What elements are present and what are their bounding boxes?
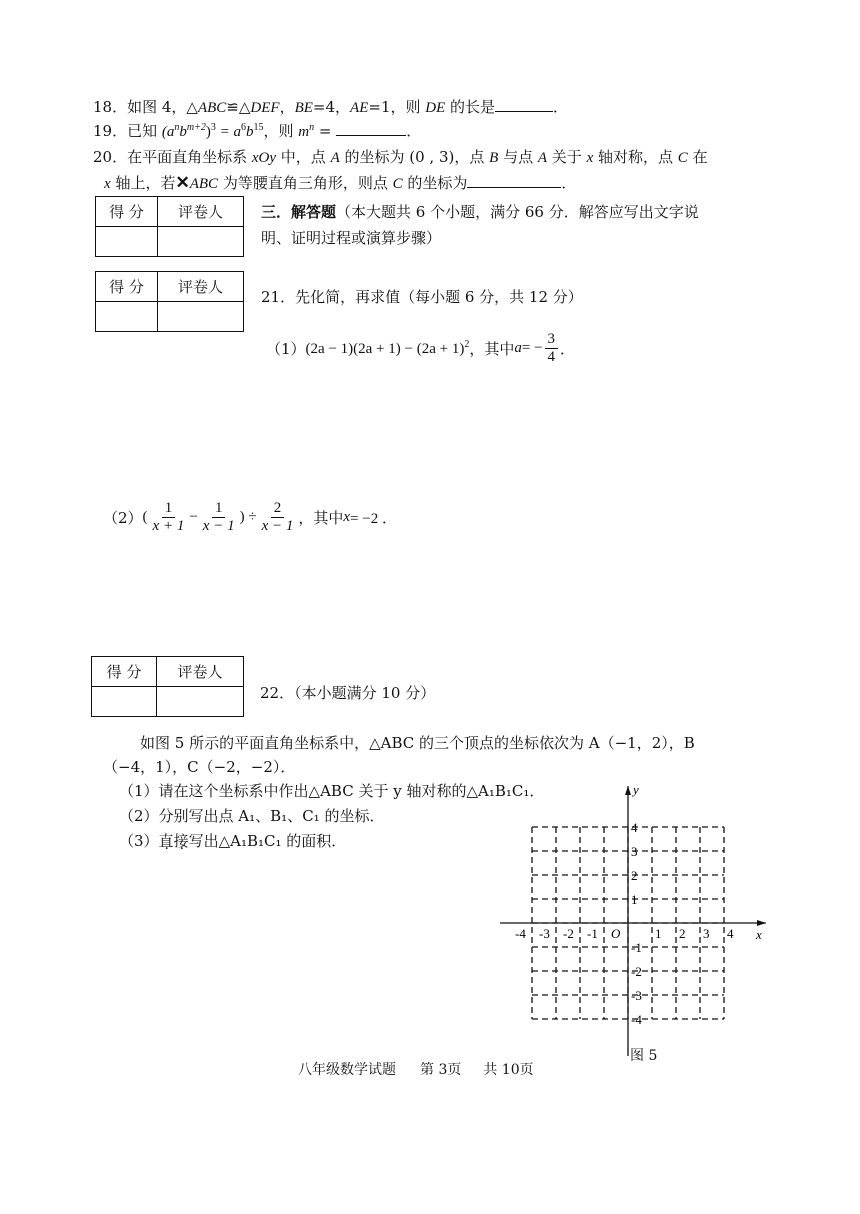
- question-22-intro-1: 如图 5 所示的平面直角坐标系中，△ABC 的三个顶点的坐标依次为 A（−1，2），B: [140, 734, 695, 752]
- emphasis-char: 直: [158, 832, 174, 850]
- question-22-step-1: （1）请在这个坐标系中作出△ABC 关于 y 轴对称的△A₁B₁C₁．: [119, 782, 545, 800]
- y-tick-label: 4: [631, 820, 638, 835]
- emphasis-char: 接: [173, 832, 189, 850]
- triangle-symbol-icon: ✕: [175, 173, 190, 193]
- question-18: 18．如图 4，△ABC≌△DEF，BE=4，AE=1，则 DE 的长是 ．: [93, 98, 569, 116]
- section-3-desc: 明、证明过程或演算步骤）: [261, 229, 442, 247]
- x-tick-label: -2: [563, 926, 574, 941]
- question-20-line2: x 轴上，若✕ABC 为等腰直角三角形，则点 C 的坐标为 ．: [104, 173, 577, 193]
- x-axis-arrow-icon: [757, 920, 766, 926]
- question-21-part1: （1） $(2a - 1)(2a + 1) - (2a + 1)^2$ ，其中 a = − $\frac{3}{4}$ ．: [266, 331, 576, 366]
- question-22-step-3: （3）直接写出△A₁B₁C₁ 的面积．: [119, 832, 347, 850]
- footer-title: 八年级数学试题: [298, 1062, 396, 1078]
- score-cell[interactable]: [92, 687, 157, 717]
- axis-labels: [515, 782, 762, 1027]
- score-cell[interactable]: [96, 302, 158, 332]
- y-tick-label: 3: [631, 844, 638, 859]
- question-19: 19．已知 $(a^nb^{m+2})^3 = a^6b^{15}$，则 $m^n$ = ．: [93, 122, 422, 140]
- y-tick-label: 1: [631, 892, 638, 907]
- score-header: 得 分: [96, 197, 158, 227]
- grader-cell[interactable]: [157, 687, 244, 717]
- grader-header: 评卷人: [158, 197, 244, 227]
- x-tick-label: 1: [655, 926, 662, 941]
- x-tick-label: -4: [515, 926, 526, 941]
- score-cell[interactable]: [96, 227, 158, 257]
- y-tick-label: -2: [631, 964, 642, 979]
- answer-blank-19[interactable]: [336, 121, 406, 136]
- x-tick-label: -3: [539, 926, 550, 941]
- y-tick-label: -3: [631, 988, 642, 1003]
- question-22-intro-2: （−4，1），C（−2，−2）．: [103, 758, 296, 776]
- y-tick-label: -1: [631, 940, 642, 955]
- grader-header: 评卷人: [157, 657, 244, 687]
- y-axis-label: y: [633, 782, 639, 797]
- figure-5-caption: 图 5: [630, 1048, 658, 1064]
- answer-blank-20[interactable]: [467, 173, 561, 188]
- origin-label: O: [611, 926, 621, 941]
- grader-cell[interactable]: [158, 227, 244, 257]
- figure-5-coordinate-grid: [490, 780, 780, 1070]
- score-table-1: [95, 196, 244, 257]
- footer: [298, 1059, 534, 1079]
- section-3-heading: 三．解答题（本大题共 6 个小题，满分 66 分．解答应写出文字说: [261, 203, 699, 221]
- x-axis-label: x: [756, 927, 762, 942]
- question-21-part2: （2） ( $\frac{1}{x + 1}$ − $\frac{1}{x - 1}$ ) ÷ $\frac{2}{x - 1}$ ，其中 x = −2 ．: [103, 500, 397, 535]
- score-header: 得 分: [96, 272, 158, 302]
- y-tick-label: -4: [631, 1012, 642, 1027]
- footer-page: 第 3页: [420, 1062, 462, 1078]
- y-axis-arrow-icon: [625, 786, 631, 795]
- grader-cell[interactable]: [158, 302, 244, 332]
- score-table-3: [91, 656, 244, 717]
- x-tick-label: 4: [727, 926, 734, 941]
- grader-header: 评卷人: [158, 272, 244, 302]
- y-tick-label: 2: [631, 868, 638, 883]
- x-tick-label: 3: [703, 926, 710, 941]
- score-header: 得 分: [92, 657, 157, 687]
- score-table-2: [95, 271, 244, 332]
- question-22-step-2: （2）分别写出点 A₁、B₁、C₁ 的坐标．: [119, 807, 385, 825]
- question-20-line1: 20．在平面直角坐标系 xOy 中，点 A 的坐标为 (0 , 3)，点 B 与点 A 关于 x 轴对称，点 C 在: [93, 148, 708, 166]
- question-21-title: 21．先化简，再求值（每小题 6 分，共 12 分）: [261, 288, 583, 306]
- question-22-title: 22．（本小题满分 10 分）: [260, 684, 436, 702]
- footer-total: 共 10页: [483, 1062, 534, 1078]
- x-tick-label: -1: [587, 926, 598, 941]
- answer-blank-18[interactable]: [495, 97, 553, 112]
- x-tick-label: 2: [679, 926, 686, 941]
